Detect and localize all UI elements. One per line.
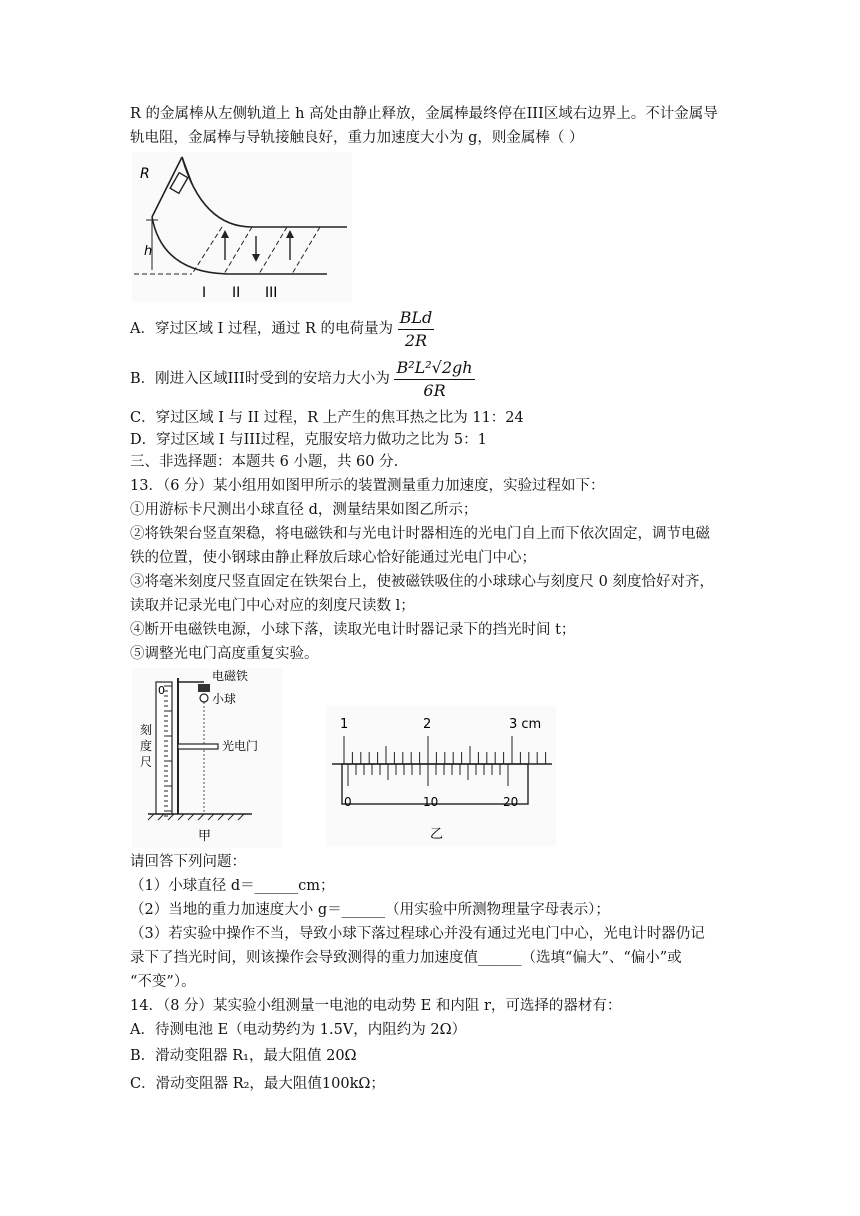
q14-option-c: C．滑动变阻器 R₂，最大阻值100kΩ；: [130, 1076, 385, 1092]
option-b: [130, 356, 475, 402]
ruler-zero: 0: [158, 684, 165, 697]
q13-step-3a: ③将毫米刻度尺竖直固定在铁架台上，使被磁铁吸住的小球球心与刻度尺 0 刻度恰好对齐，: [130, 574, 714, 590]
q13-step-3b: 读取并记录光电门中心对应的刻度尺读数 l；: [130, 598, 415, 614]
option-a-denominator: 2R: [404, 330, 428, 350]
main-scale-1: 1: [340, 717, 349, 732]
region-label-3: III: [265, 285, 278, 301]
vernier-scale-20: 20: [503, 795, 519, 809]
figure-caption-yi: 乙: [430, 827, 444, 842]
q13-step-1: ①用游标卡尺测出小球直径 d，测量结果如图乙所示；: [130, 502, 478, 518]
q13-sub-3a: （3）若实验中操作不当，导致小球下落过程球心并没有通过光电门中心，光电计时器仍记: [130, 926, 705, 942]
q13-sub-3b: 录下了挡光时间，则该操作会导致测得的重力加速度值______（选填“偏大”、“偏小”或: [130, 950, 682, 966]
q13-sub-2: （2）当地的重力加速度大小 g＝______（用实验中所测物理量字母表示）；: [130, 902, 610, 918]
main-scale-3cm: 3 cm: [509, 717, 542, 732]
region-label-2: II: [232, 285, 241, 301]
q13-prompt: 请回答下列问题：: [130, 854, 246, 870]
rail-region-figure: [132, 152, 352, 302]
ruler-label-2: 度: [140, 739, 153, 753]
region-label-1: I: [202, 285, 207, 301]
option-b-denominator: 6R: [423, 380, 446, 400]
option-a-text: A．穿过区域 I 过程，通过 R 的电荷量为: [130, 321, 394, 337]
option-d: D．穿过区域 I 与III过程，克服安培力做功之比为 5：1: [130, 432, 487, 448]
q14-option-a: A．待测电池 E（电动势约为 1.5V，内阻约为 2Ω）: [130, 1022, 467, 1038]
vernier-caliper-figure: [326, 706, 556, 846]
height-label: h: [144, 244, 153, 259]
intro-line-2: 轨电阻，金属棒与导轨接触良好，重力加速度大小为 g，则金属棒（ ）: [130, 130, 584, 146]
option-b-numerator: B²L²√2gh: [394, 357, 474, 380]
q13-sub-1: （1）小球直径 d＝______cm；: [130, 878, 335, 894]
ruler-label-3: 尺: [140, 755, 153, 769]
ball-label: 小球: [212, 692, 237, 706]
option-b-text: B．刚进入区域III时受到的安培力大小为: [130, 371, 390, 387]
ruler-label-1: 刻: [140, 723, 153, 737]
apparatus-figure: [132, 668, 282, 848]
electromagnet-label: 电磁铁: [212, 669, 249, 683]
figure-caption-jia: 甲: [198, 829, 212, 844]
q13-stem: 13．（6 分）某小组用如图甲所示的装置测量重力加速度，实验过程如下：: [130, 478, 605, 494]
photogate-label: 光电门: [222, 739, 259, 753]
q13-step-5: ⑤调整光电门高度重复实验。: [130, 646, 319, 662]
resistor-label: R: [140, 166, 150, 182]
q14-option-b: B．滑动变阻器 R₁，最大阻值 20Ω: [130, 1048, 357, 1064]
option-b-fraction: [394, 357, 474, 402]
option-a-numerator: BLd: [398, 307, 435, 330]
q13-step-2a: ②将铁架台竖直架稳，将电磁铁和与光电计时器相连的光电门自上而下依次固定，调节电磁: [130, 526, 710, 542]
option-a-fraction: [398, 307, 435, 352]
vernier-scale-0: 0: [344, 795, 352, 809]
intro-line-1: R 的金属棒从左侧轨道上 h 高处由静止释放，金属棒最终停在III区域右边界上。不计金属导: [130, 106, 718, 122]
option-a: [130, 306, 434, 352]
q13-step-4: ④断开电磁铁电源，小球下落，读取光电计时器记录下的挡光时间 t；: [130, 622, 576, 638]
option-c: C．穿过区域 I 与 II 过程，R 上产生的焦耳热之比为 11：24: [130, 410, 524, 426]
q14-stem: 14．（8 分）某实验小组测量一电池的电动势 E 和内阻 r，可选择的器材有：: [130, 998, 622, 1014]
vernier-scale-10: 10: [423, 795, 439, 809]
q13-sub-3c: “不变”）。: [130, 974, 196, 990]
q13-step-2b: 铁的位置，使小钢球由静止释放后球心恰好能通过光电门中心；: [130, 550, 536, 566]
main-scale-2: 2: [423, 717, 432, 732]
section-3-heading: 三、非选择题：本题共 6 小题，共 60 分.: [130, 454, 399, 470]
